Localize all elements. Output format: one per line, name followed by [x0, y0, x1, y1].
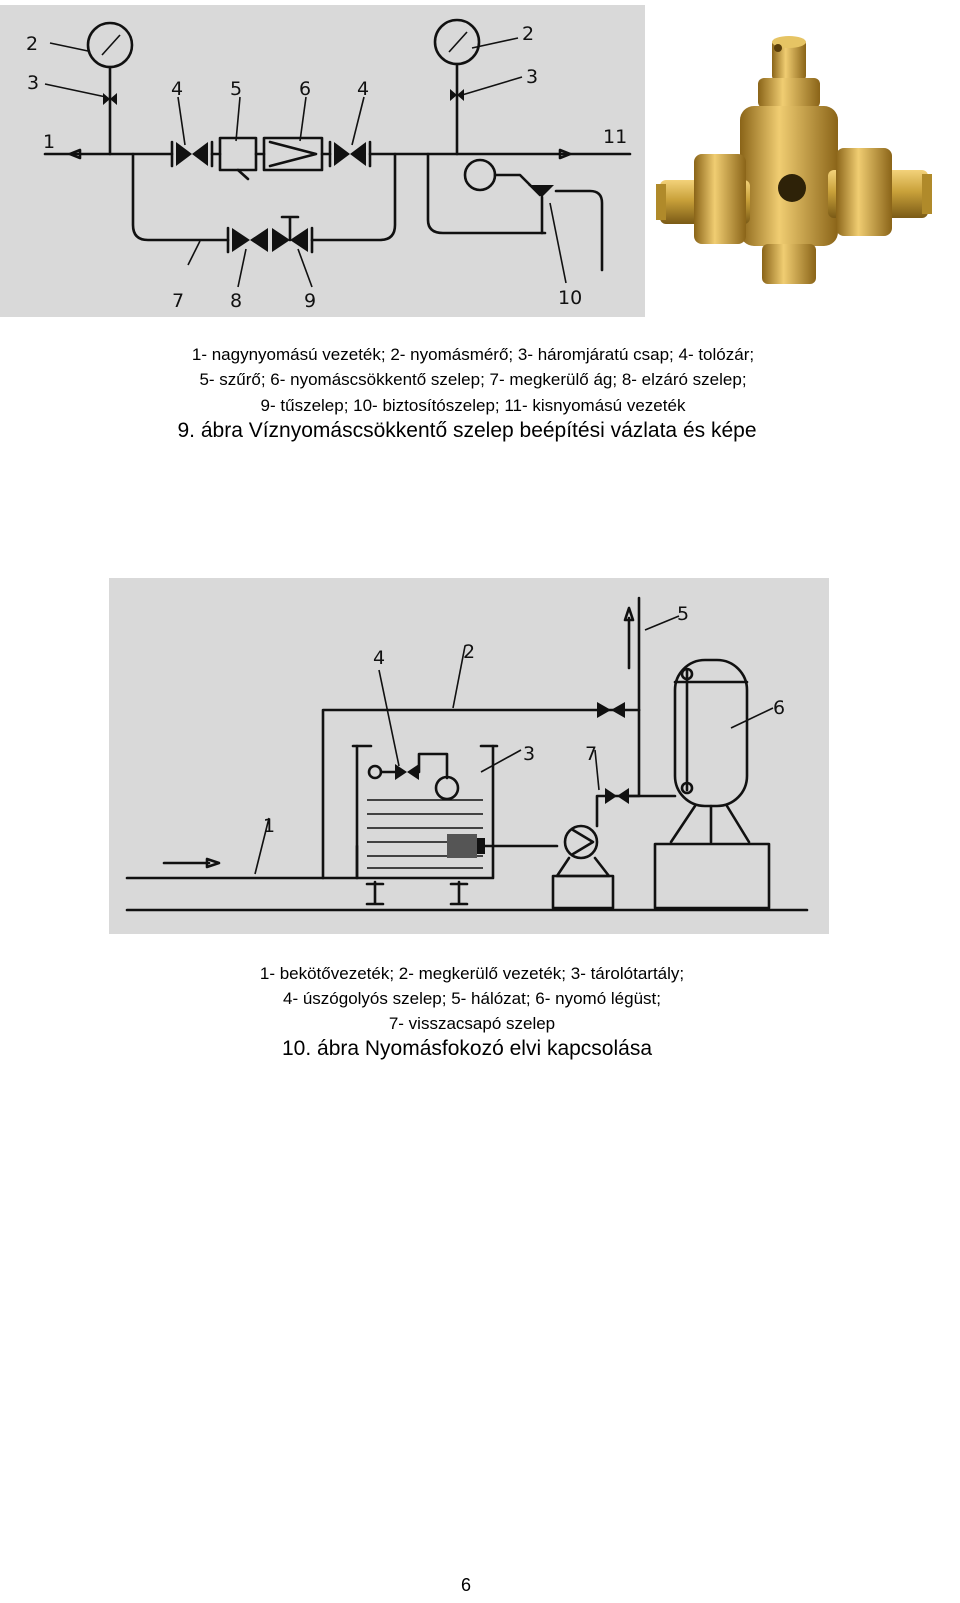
page-number: 6	[460, 1575, 471, 1595]
fig10-label-5: 5	[677, 603, 690, 625]
fig10-label-3: 3	[523, 743, 536, 765]
fig9-title: 9. ábra Víznyomáscsökkentő szelep beépítési vázlata és képe	[177, 419, 757, 442]
fig9-legend-line-2: 5- szűrő; 6- nyomáscsökkentő szelep; 7- megkerülő ág; 8- elzáró szelep;	[199, 370, 747, 389]
fig10-legend-line-2: 4- úszógolyós szelep; 5- hálózat; 6- nyomó légüst;	[283, 989, 661, 1008]
pressure-reducing-valve-photo	[650, 30, 945, 300]
fig9-label-6: 6	[299, 78, 312, 100]
fig9-label-2: 2	[26, 33, 39, 55]
fig9-legend-line-3: 9- tűszelep; 10- biztosítószelep; 11- kisnyomású vezeték	[260, 396, 686, 415]
fig9-label-3: 3	[27, 72, 40, 94]
fig9-label-5: 5	[230, 78, 243, 100]
fig10-title: 10. ábra Nyomásfokozó elvi kapcsolása	[281, 1037, 653, 1060]
fig10-label-7: 7	[585, 743, 598, 765]
fig9-label-10: 10	[558, 287, 583, 309]
fig10-label-6: 6	[773, 697, 786, 719]
fig9-label-8: 8	[230, 290, 243, 312]
fig10-legend-line-1: 1- bekötővezeték; 2- megkerülő vezeték; 3- tárolótartály;	[259, 964, 685, 983]
fig9-label-11: 11	[603, 126, 628, 148]
fig9-legend-line-1: 1- nagynyomású vezeték; 2- nyomásmérő; 3- háromjáratú csap; 4- tolózár;	[191, 345, 755, 364]
figure9-schematic	[0, 5, 645, 317]
fig10-legend-line-3: 7- visszacsapó szelep	[388, 1014, 556, 1033]
fig9-label-4: 4	[171, 78, 184, 100]
fig9-label-3b: 3	[526, 66, 539, 88]
fig9-label-2b: 2	[522, 23, 535, 45]
fig10-label-1: 1	[263, 815, 276, 837]
fig9-label-4b: 4	[357, 78, 370, 100]
fig10-label-2: 2	[463, 641, 476, 663]
fig9-label-9: 9	[304, 290, 317, 312]
fig10-label-4: 4	[373, 647, 386, 669]
fig9-label-7: 7	[172, 290, 185, 312]
fig9-label-1: 1	[43, 131, 56, 153]
figure10-schematic	[109, 578, 829, 934]
